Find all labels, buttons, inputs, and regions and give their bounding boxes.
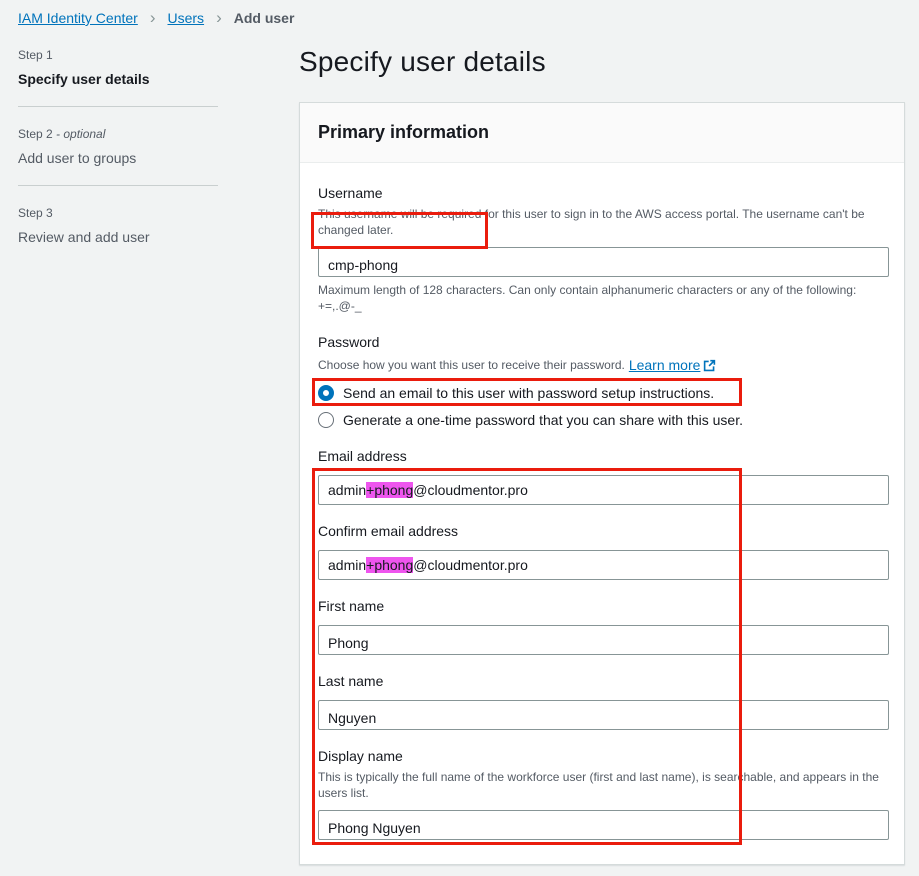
breadcrumb [0,0,919,32]
username-constraint: Maximum length of 128 characters. Can only contain alphanumeric characters or any of the following: +=,.@-_ [318,283,857,313]
confirm-email-value-suffix: @cloudmentor.pro [413,557,528,573]
email-label: Email address [318,448,407,464]
password-description: Choose how you want this user to receive their password. [318,358,625,372]
step-1-title[interactable]: Specify user details [18,71,150,87]
radio-one-time-password[interactable] [318,408,748,432]
username-description: This username will be required for this user to sign in to the AWS access portal. The username can't be changed later. [318,207,865,237]
confirm-email-field [318,521,888,580]
radio-selected-icon[interactable] [318,385,334,401]
panel-body [300,163,904,864]
chevron-right-icon: › [149,8,156,27]
step-2-title[interactable]: Add user to groups [18,150,137,166]
chevron-right-icon: › [216,8,222,27]
breadcrumb-link-iam-identity-center[interactable]: IAM Identity Center [18,10,138,26]
wizard-steps-nav [18,32,218,245]
password-delivery-radio-group [318,381,888,432]
first-name-field [318,596,888,655]
first-name-label: First name [318,598,385,614]
first-name-input[interactable] [318,625,889,655]
step-1-block [18,48,218,87]
main-content [299,32,905,876]
external-link-icon [703,359,716,372]
password-label: Password [318,334,380,350]
display-name-label: Display name [318,748,403,764]
step-3-block [18,206,218,245]
radio-unselected-icon[interactable] [318,412,334,428]
radio-one-time-password-label: Generate a one-time password that you can share with this user. [343,412,743,428]
primary-information-panel [299,102,905,865]
confirm-email-value-highlight: +phong [366,557,414,573]
last-name-input[interactable] [318,700,889,730]
step-2-block [18,127,218,166]
radio-send-email[interactable] [318,381,748,405]
panel-header [300,103,904,163]
display-name-input[interactable] [318,810,889,840]
confirm-email-input[interactable] [318,550,889,580]
username-input[interactable] [318,247,889,277]
breadcrumb-current-add-user: Add user [233,10,295,26]
step-divider [18,106,218,107]
step-3-title[interactable]: Review and add user [18,229,150,245]
username-field [318,183,888,314]
page-title: Specify user details [299,46,546,77]
password-field [318,332,888,432]
step-2-label: Step 2 - optional [18,127,106,141]
content-row [0,32,919,876]
step-divider [18,185,218,186]
confirm-email-label: Confirm email address [318,523,459,539]
panel-title: Primary information [318,122,490,142]
identity-fields-group [318,446,888,840]
breadcrumb-link-users[interactable]: Users [167,10,205,26]
email-value-highlight: +phong [366,482,414,498]
last-name-field [318,671,888,730]
confirm-email-value-prefix: admin [328,557,367,573]
learn-more-link[interactable]: Learn more [629,357,717,373]
step-2-optional-label: - optional [56,127,106,141]
email-input[interactable] [318,475,889,505]
display-name-description: This is typically the full name of the workforce user (first and last name), is searchable, and appears in the users list. [318,770,879,800]
last-name-label: Last name [318,673,384,689]
email-value-suffix: @cloudmentor.pro [413,482,528,498]
step-1-label: Step 1 [18,48,53,62]
display-name-field [318,746,888,840]
radio-send-email-label: Send an email to this user with password setup instructions. [343,385,715,401]
username-label: Username [318,185,383,201]
email-field [318,446,888,505]
email-value-prefix: admin [328,482,367,498]
step-3-label: Step 3 [18,206,53,220]
